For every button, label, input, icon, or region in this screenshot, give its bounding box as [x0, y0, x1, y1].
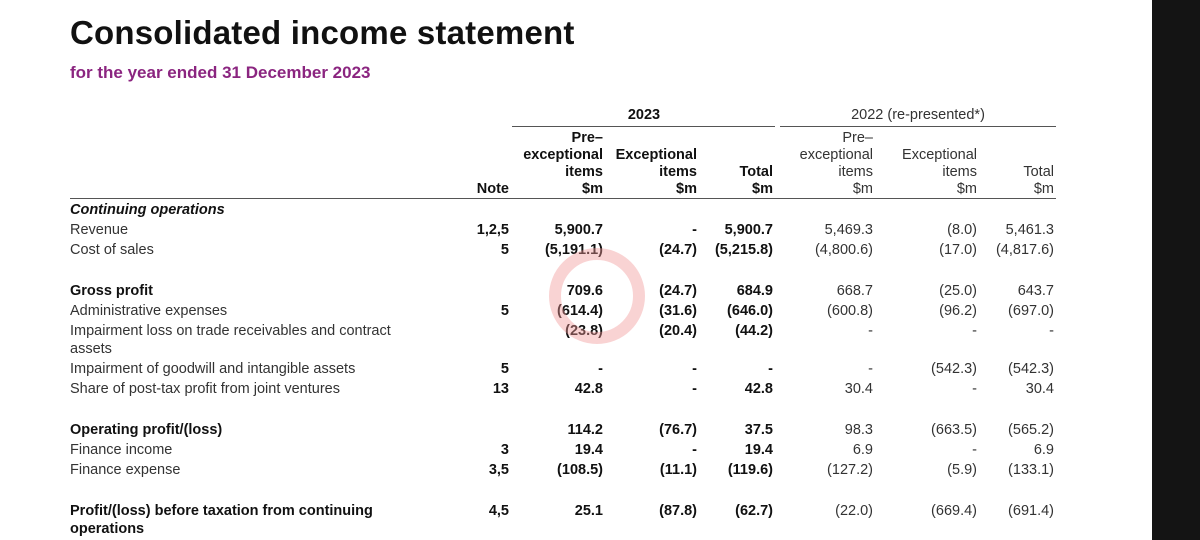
year-2022-heading: 2022 (re-presented*)	[851, 107, 985, 123]
column-header-cols-2022-0-line-2: items	[838, 164, 873, 180]
row-value-2023-col-2: 684.9	[736, 283, 773, 299]
row-value-2022-col-0: (600.8)	[827, 303, 873, 319]
dark-side-panel	[1152, 0, 1200, 540]
row-value-2023-col-2: (646.0)	[727, 303, 773, 319]
column-header-cols-2022-0-line-1: exceptional	[799, 147, 873, 163]
row-value-2023-col-2: 19.4	[744, 442, 773, 458]
row-value-2023-col-0: (108.5)	[557, 462, 603, 478]
row-value-2022-col-1: (5.9)	[947, 462, 977, 478]
row-value-2022-col-2: 5,461.3	[1005, 222, 1054, 238]
row-value-2022-col-0: (4,800.6)	[814, 242, 873, 258]
row-value-2022-col-2: (691.4)	[1008, 503, 1054, 519]
row-value-2022-col-0: 5,469.3	[824, 222, 873, 238]
row-value-2022-col-1: (542.3)	[931, 361, 977, 377]
row-value-2022-col-2: (542.3)	[1008, 361, 1054, 377]
column-header-cols-2023-2-line-1: $m	[752, 181, 773, 197]
column-header-cols-2023-1-line-2: $m	[676, 181, 697, 197]
column-header-cols-2023-0-line-0: Pre–	[571, 130, 603, 146]
row-value-2023-col-1: (20.4)	[659, 323, 697, 339]
row-label: Administrative expenses	[70, 303, 228, 319]
row-note: 3,5	[488, 462, 509, 478]
row-value-2022-col-1: (17.0)	[939, 242, 977, 258]
row-label: assets	[70, 341, 112, 357]
row-value-2022-col-0: -	[868, 323, 873, 339]
row-label: operations	[70, 521, 145, 537]
row-value-2022-col-0: 668.7	[836, 283, 873, 299]
row-note: 5	[500, 361, 509, 377]
row-value-2023-col-1: -	[692, 361, 697, 377]
header-bottom-rule	[70, 198, 1056, 199]
row-label: Gross profit	[70, 283, 153, 299]
row-value-2023-col-0: 19.4	[574, 442, 603, 458]
row-value-2023-col-2: -	[768, 361, 773, 377]
row-value-2022-col-1: -	[972, 381, 977, 397]
year-2022-rule	[780, 126, 1056, 127]
highlight-circle-annotation	[549, 248, 645, 344]
row-value-2022-col-1: -	[972, 323, 977, 339]
row-value-2023-col-0: 5,900.7	[554, 222, 603, 238]
row-value-2023-col-1: (24.7)	[659, 283, 697, 299]
row-label: Continuing operations	[70, 202, 225, 218]
row-note: 13	[492, 381, 509, 397]
row-value-2022-col-1: (96.2)	[939, 303, 977, 319]
row-value-2023-col-0: -	[598, 361, 603, 377]
row-label: Finance expense	[70, 462, 181, 478]
row-value-2023-col-1: (24.7)	[659, 242, 697, 258]
column-header-cols-2022-0-line-3: $m	[852, 181, 873, 197]
column-header-cols-2022-2-line-0: Total	[1023, 164, 1054, 180]
row-value-2023-col-0: (23.8)	[565, 323, 603, 339]
row-value-2023-col-0: 709.6	[566, 283, 603, 299]
column-header-cols-2023-0-line-2: items	[565, 164, 603, 180]
row-value-2022-col-0: 30.4	[844, 381, 873, 397]
row-value-2022-col-2: 643.7	[1017, 283, 1054, 299]
row-value-2022-col-2: (697.0)	[1008, 303, 1054, 319]
row-value-2022-col-1: (25.0)	[939, 283, 977, 299]
row-note: 5	[500, 242, 509, 258]
row-value-2022-col-2: (4,817.6)	[995, 242, 1054, 258]
row-value-2023-col-2: (44.2)	[735, 323, 773, 339]
row-value-2023-col-2: (119.6)	[727, 462, 773, 478]
page-subtitle: for the year ended 31 December 2023	[70, 63, 371, 82]
column-header-cols-2022-1-line-1: items	[942, 164, 977, 180]
row-value-2022-col-2: (133.1)	[1008, 462, 1054, 478]
row-value-2023-col-1: (31.6)	[659, 303, 697, 319]
row-value-2022-col-1: (669.4)	[931, 503, 977, 519]
row-value-2022-col-2: 30.4	[1025, 381, 1054, 397]
column-header-cols-2023-0-line-3: $m	[582, 181, 603, 197]
column-header-cols-2022-1-line-0: Exceptional	[902, 147, 977, 163]
row-label: Impairment loss on trade receivables and contract	[70, 323, 391, 339]
row-value-2022-col-2: -	[1049, 323, 1054, 339]
row-value-2023-col-1: -	[692, 222, 697, 238]
row-value-2023-col-0: 25.1	[574, 503, 603, 519]
column-header-cols-2023-1-line-1: items	[659, 164, 697, 180]
row-value-2023-col-0: (614.4)	[557, 303, 603, 319]
column-header-cols-2022-0-line-0: Pre–	[842, 130, 873, 146]
row-label: Operating profit/(loss)	[70, 422, 223, 438]
row-label: Cost of sales	[70, 242, 154, 258]
row-value-2022-col-0: 98.3	[844, 422, 873, 438]
row-label: Profit/(loss) before taxation from continuing	[70, 503, 373, 519]
row-value-2023-col-0: 42.8	[574, 381, 603, 397]
row-value-2023-col-1: (11.1)	[659, 462, 697, 478]
column-header-cols-2022-1-line-2: $m	[956, 181, 977, 197]
row-value-2023-col-2: (5,215.8)	[714, 242, 773, 258]
row-value-2022-col-1: (8.0)	[947, 222, 977, 238]
row-value-2023-col-1: -	[692, 381, 697, 397]
row-value-2022-col-1: (663.5)	[931, 422, 977, 438]
row-value-2022-col-0: (127.2)	[827, 462, 873, 478]
row-value-2022-col-0: (22.0)	[835, 503, 873, 519]
row-value-2023-col-1: (87.8)	[659, 503, 697, 519]
row-label: Share of post-tax profit from joint ventures	[70, 381, 340, 397]
page-title: Consolidated income statement	[70, 14, 575, 51]
row-note: 4,5	[488, 503, 509, 519]
row-value-2023-col-2: 5,900.7	[724, 222, 773, 238]
row-note: 5	[500, 303, 509, 319]
column-header-cols-2023-2-line-0: Total	[739, 164, 773, 180]
row-value-2023-col-0: 114.2	[567, 422, 603, 438]
year-2023-rule	[512, 126, 775, 127]
row-value-2022-col-2: (565.2)	[1008, 422, 1054, 438]
row-value-2023-col-1: (76.7)	[659, 422, 697, 438]
row-value-2022-col-0: 6.9	[852, 442, 873, 458]
column-header-cols-2022-2-line-1: $m	[1033, 181, 1054, 197]
row-note: 3	[500, 442, 509, 458]
year-2023-heading: 2023	[627, 107, 661, 123]
row-value-2022-col-0: -	[868, 361, 873, 377]
row-value-2022-col-2: 6.9	[1033, 442, 1054, 458]
row-note: 1,2,5	[476, 222, 509, 238]
row-value-2022-col-1: -	[972, 442, 977, 458]
column-header-cols-2023-1-line-0: Exceptional	[615, 147, 697, 163]
row-value-2023-col-2: 42.8	[744, 381, 773, 397]
row-value-2023-col-2: (62.7)	[735, 503, 773, 519]
row-label: Revenue	[70, 222, 129, 238]
note-column-header: Note	[476, 181, 509, 197]
row-label: Impairment of goodwill and intangible assets	[70, 361, 356, 377]
column-header-cols-2023-0-line-1: exceptional	[523, 147, 603, 163]
row-value-2023-col-2: 37.5	[744, 422, 773, 438]
row-label: Finance income	[70, 442, 173, 458]
row-value-2023-col-0: (5,191.1)	[544, 242, 603, 258]
row-value-2023-col-1: -	[692, 442, 697, 458]
